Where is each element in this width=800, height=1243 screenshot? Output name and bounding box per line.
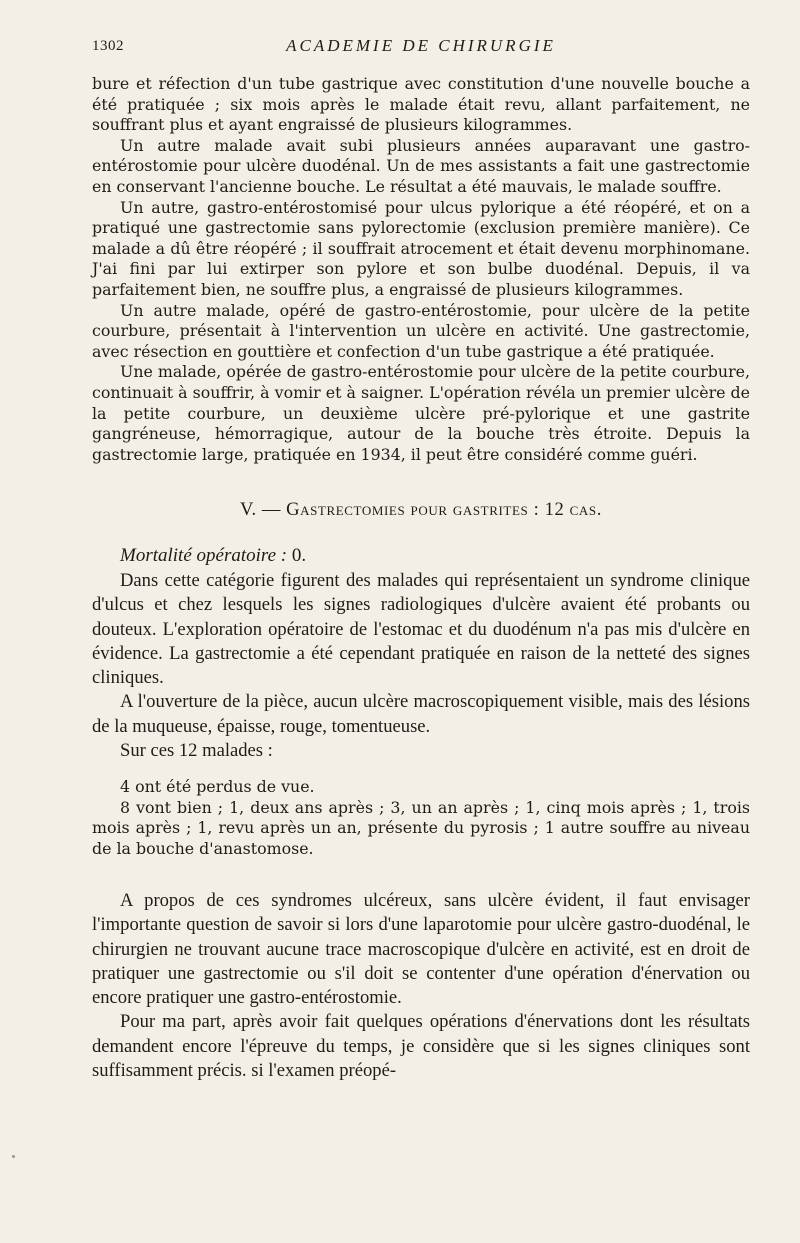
paragraph: Sur ces 12 malades :	[120, 739, 273, 761]
paragraph: Dans cette catégorie figurent des malades qui représentaient un syndrome clinique d'ulcus et chez lesquels les signes radiologiques d'ulcère avaient été probants ou douteux. L'exploration opératoire de l'estomac et du duodénum n'a pas mis d'ulcère en évidence. La gastrectomie a été cependant pratiquée en raison de la netteté des signes cliniques.	[92, 570, 750, 689]
section-numeral: V. —	[240, 499, 287, 521]
mortality-label: Mortalité opératoire :	[120, 545, 288, 567]
margin-speck	[12, 1155, 15, 1158]
mortality-line	[92, 543, 750, 569]
paragraph: Un autre malade avait subi plusieurs années auparavant une gastro-entérostomie pour ulcère duodénal. Un de mes assistants a fait une gastrectomie en conservant l'ancienne bouche. Le résultat a été mauvais, le malade souffre.	[92, 135, 750, 196]
mortality-value: 0.	[287, 545, 307, 567]
result-line: 8 vont bien ; 1, deux ans après ; 3, un an après ; 1, cinq mois après ; 1, trois mois après ; 1, revu après un an, présente du pyrosis ; 1 autre souffre au niveau de la bouche d'anastomose.	[92, 797, 750, 858]
paragraph: Pour ma part, après avoir fait quelques opérations d'énervations dont les résultats demandent encore l'épreuve du temps, je considère que si les signes cliniques sont suffisamment précis. si l'examen préopé-	[92, 1011, 750, 1081]
paragraph: Un autre malade, opéré de gastro-entérostomie, pour ulcère de la petite courbure, présentait à l'intervention un ulcère en activité. Une gastrectomie, avec résection en gouttière et confection d'un tube gastrique a été pratiquée.	[92, 300, 750, 361]
paragraph: A propos de ces syndromes ulcéreux, sans ulcère évident, il faut envisager l'importante question de savoir si lors d'une laparotomie pour ulcère gastro-duodénal, le chirurgien ne trouvant aucune trace macroscopique d'ulcère en activité, est en droit de pratiquer une gastrectomie ou s'il doit se contenter d'une opération d'énervation ou encore pratiquer une gastro-entérostomie.	[92, 890, 750, 1009]
section-count: : 12 cas.	[528, 499, 602, 521]
running-title: ACADEMIE DE CHIRURGIE	[286, 36, 556, 55]
result-line: 4 ont été perdus de vue.	[120, 776, 315, 796]
page-body	[92, 74, 750, 1083]
paragraph: A l'ouverture de la pièce, aucun ulcère macroscopiquement visible, mais des lésions de la muqueuse, épaisse, rouge, tomentueuse.	[92, 691, 750, 737]
section-title: Gastrectomies pour gastrites	[286, 499, 529, 521]
paragraph: Un autre, gastro-entérostomisé pour ulcus pylorique a été réopéré, et on a pratiqué une gastrectomie sans pylorectomie (exclusion première manière). Ce malade a dû être réopéré ; il souffrait atrocement et était devenu morphinomane. J'ai fini par lui extirper son pylore et son bulbe duodénal. Depuis, il va parfaitement bien, ne souffre plus, a engraissé de plusieurs kilogrammes.	[92, 197, 750, 299]
paragraph: bure et réfection d'un tube gastrique avec constitution d'une nouvelle bouche a été pratiquée ; six mois après le malade était revu, allant parfaitement, ne souffrant plus et ayant engraissé de plusieurs kilogrammes.	[92, 74, 750, 135]
page-header	[92, 36, 750, 62]
paragraph: Une malade, opérée de gastro-entérostomie pour ulcère de la petite courbure, continuait à souffrir, à vomir et à saigner. L'opération révéla un premier ulcère de la petite courbure, un deuxième ulcère pré-pylorique et une gastrite gangréneuse, hémorragique, autour de la bouche très étroite. Depuis la gastrectomie large, pratiquée en 1934, il peut être considéré comme guéri.	[92, 362, 750, 464]
section-heading	[92, 499, 750, 521]
page-number: 1302	[92, 38, 124, 54]
